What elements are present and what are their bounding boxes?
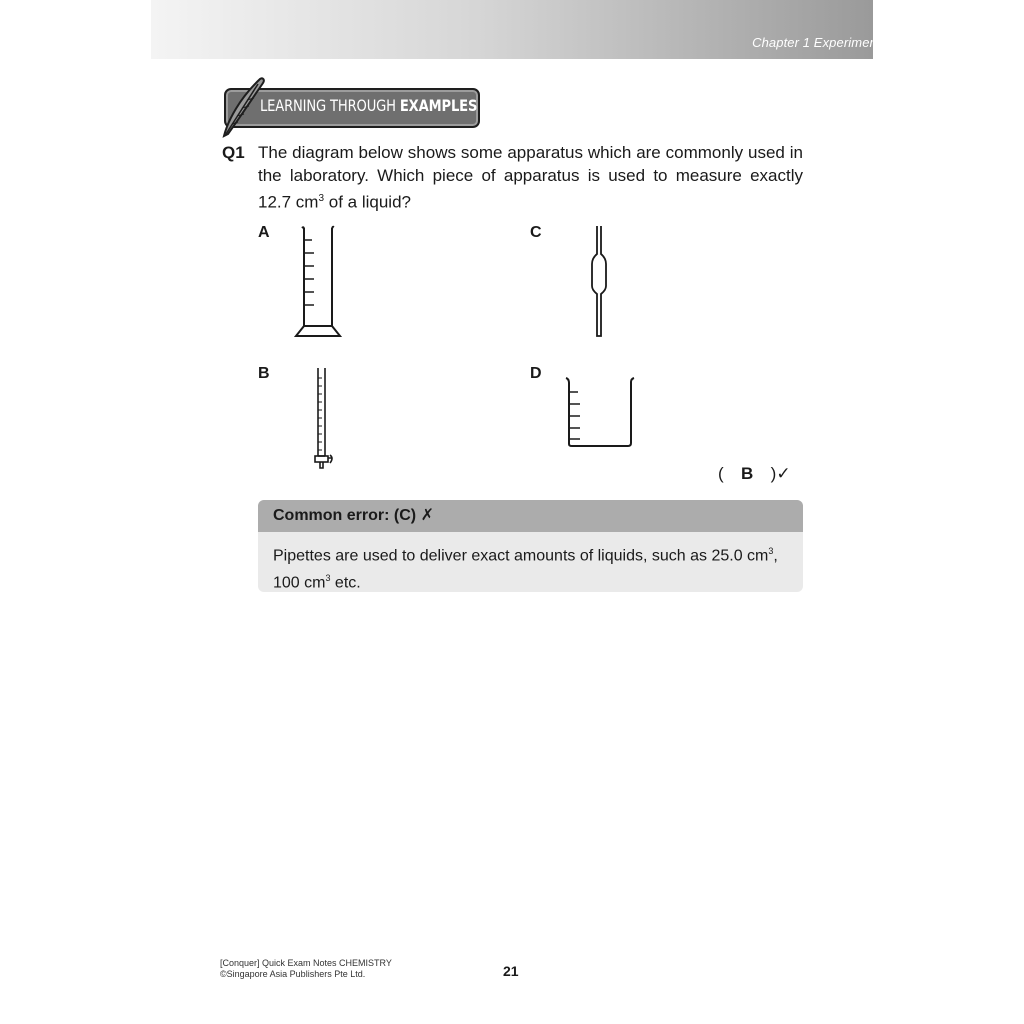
answer-open-paren: ( [718,464,724,483]
page-number: 21 [503,963,519,979]
burette-diagram [308,366,342,472]
pipette-diagram [588,224,610,340]
footer-book-title: [Conquer] Quick Exam Notes CHEMISTRY [220,958,392,968]
question-text: The diagram below shows some apparatus which are commonly used in the laboratory. Which piece of apparatus is used to measure exactly 12.7 $cm^3$ of a liquid? [258,143,803,212]
answer-line [718,464,791,484]
banner-title: LEARNING THROUGH EXAMPLES [260,96,478,115]
footer-credit [220,958,392,980]
question-label: Q1 [222,143,245,162]
footer-copyright: ©Singapore Asia Publishers Pte Ltd. [220,969,366,979]
measuring-cylinder-diagram [290,222,350,340]
option-a-letter: A [258,224,270,241]
answer-letter: B [741,464,754,483]
cross-mark-icon: ✗ [420,507,434,524]
option-c-letter: C [530,224,542,241]
chapter-title: Chapter 1 Experimental Chemistry [752,35,954,50]
common-error-body: Pipettes are used to deliver exact amounts of liquids, such as 25.0 $cm^3$, 100 $cm^3$ etc. [273,546,778,592]
learning-banner [218,76,480,138]
common-error-title: Common error: (C) ✗ [258,500,803,532]
option-b-letter: B [258,365,270,382]
option-d-letter: D [530,365,542,382]
check-mark-icon: ✓ [776,464,791,483]
beaker-diagram [560,374,640,450]
header-band [151,0,873,59]
common-error-box [258,500,803,592]
answer-close-paren: ) [770,464,777,483]
